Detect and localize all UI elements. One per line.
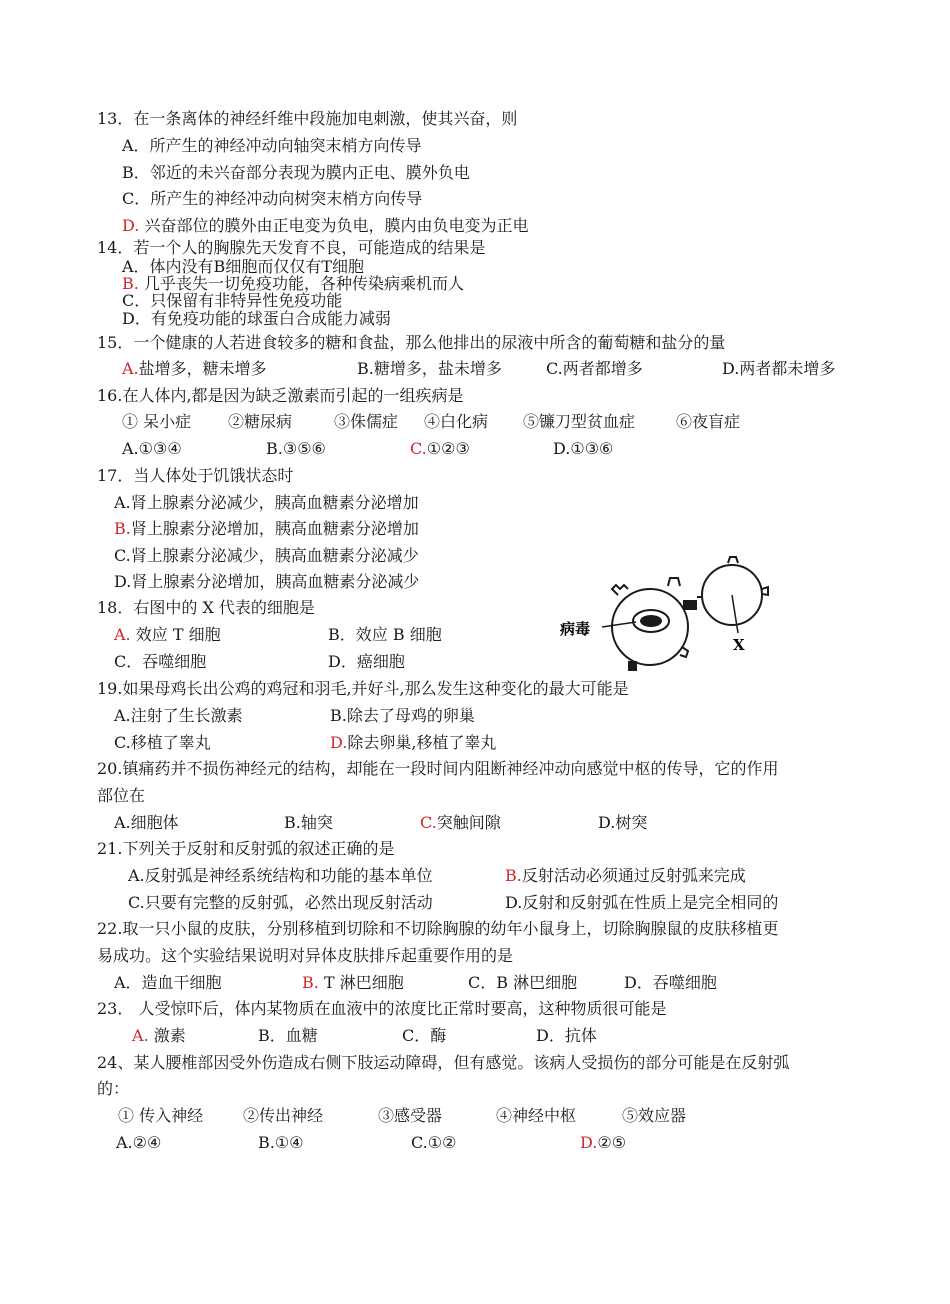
answer-letter: B. (122, 274, 139, 293)
option-text: 盐增多，糖未增多 (138, 359, 267, 378)
q13-option-a: A．所产生的神经冲动向轴突末梢方向传导 (122, 136, 422, 155)
q19-option-a: A.注射了生长激素 (114, 706, 243, 725)
q13-option-b: B．邻近的未兴奋部分表现为膜内正电、膜外负电 (122, 163, 470, 182)
q23-option-d: D．抗体 (536, 1026, 597, 1045)
q24-item-5: ⑤效应器 (622, 1106, 687, 1125)
q20-option-c (420, 813, 501, 833)
q23-stem: 23． 人受惊吓后，体内某物质在血液中的浓度比正常时要高，这种物质很可能是 (97, 999, 667, 1018)
option-text: 除去卵巢,移植了睾丸 (347, 733, 497, 752)
q16-option-c (410, 439, 470, 459)
q15-option-a (122, 359, 267, 379)
q13-option-c: C．所产生的神经冲动向树突末梢方向传导 (122, 189, 423, 208)
q17-option-c: C.肾上腺素分泌减少，胰高血糖素分泌减少 (114, 546, 419, 565)
q21-stem: 21.下列关于反射和反射弧的叙述正确的是 (97, 839, 395, 858)
answer-letter: D. (122, 216, 140, 235)
q18-option-c: C．吞噬细胞 (114, 652, 207, 671)
q14-stem: 14．若一个人的胸腺先天发育不良，可能造成的结果是 (97, 238, 486, 257)
q16-item-5: ⑤镰刀型贫血症 (523, 412, 636, 431)
answer-letter: A. (132, 1026, 149, 1045)
q23-option-a (132, 1026, 186, 1046)
q22-option-c: C．B 淋巴细胞 (468, 973, 578, 992)
q22-option-d: D．吞噬细胞 (624, 973, 717, 992)
q15-option-b: B.糖增多，盐未增多 (357, 359, 502, 378)
q24-item-1: ① 传入神经 (118, 1106, 204, 1125)
q18-stem: 18．右图中的 X 代表的细胞是 (97, 598, 315, 617)
answer-letter: A. (114, 625, 131, 644)
q17-option-d: D.肾上腺素分泌增加，胰高血糖素分泌减少 (114, 572, 420, 591)
q17-option-a: A.肾上腺素分泌减少，胰高血糖素分泌增加 (114, 493, 419, 512)
q16-item-2: ②糖尿病 (228, 412, 293, 431)
option-text: 激素 (153, 1026, 186, 1045)
q23-option-b: B．血糖 (258, 1026, 318, 1045)
q22-stem-line1: 22.取一只小鼠的皮肤，分别移植到切除和不切除胸腺的幼年小鼠身上，切除胸腺鼠的皮肤移植更 (97, 919, 779, 938)
q24-item-2: ②传出神经 (243, 1106, 324, 1125)
q19-option-b: B.除去了母鸡的卵巢 (330, 706, 475, 725)
q16-item-1: ① 呆小症 (122, 412, 192, 431)
q14-option-a: A．体内没有B细胞而仅仅有T细胞 (122, 257, 364, 276)
q24-option-a: A.②④ (116, 1133, 162, 1152)
q15-option-c: C.两者都增多 (546, 359, 643, 378)
option-text: T 淋巴细胞 (323, 973, 404, 992)
q21-option-c: C.只要有完整的反射弧，必然出现反射活动 (128, 893, 433, 912)
q13-option-d (122, 216, 528, 236)
virus-label: 病毒 (560, 620, 591, 638)
q20-option-a: A.细胞体 (114, 813, 179, 832)
q20-option-d: D.树突 (598, 813, 648, 832)
q16-item-6: ⑥夜盲症 (676, 412, 741, 431)
q13-stem: 13．在一条离体的神经纤维中段施加电刺激，使其兴奋，则 (97, 109, 518, 128)
q24-item-4: ④神经中枢 (496, 1106, 577, 1125)
answer-letter: B. (114, 519, 131, 538)
q24-option-d (580, 1133, 626, 1153)
q24-option-c: C.①② (411, 1133, 457, 1152)
q16-item-4: ④白化病 (424, 412, 489, 431)
q18-option-b: B．效应 B 细胞 (328, 625, 442, 644)
option-text: 反射活动必须通过反射弧来完成 (521, 866, 746, 885)
immune-cell-diagram (550, 555, 780, 675)
q14-option-c: C．只保留有非特异性免疫功能 (122, 291, 343, 310)
answer-letter: B. (505, 866, 522, 885)
answer-letter: C. (410, 439, 427, 458)
q21-option-b (505, 866, 746, 886)
q22-stem-line2: 易成功。这个实验结果说明对异体皮肤排斥起重要作用的是 (97, 946, 514, 965)
q19-stem: 19.如果母鸡长出公鸡的鸡冠和羽毛,并好斗,那么发生这种变化的最大可能是 (97, 679, 629, 698)
q17-stem: 17．当人体处于饥饿状态时 (97, 466, 294, 485)
answer-letter: D. (330, 733, 348, 752)
q24-stem-line1: 24、某人腰椎部因受外伤造成右侧下肢运动障碍，但有感觉。该病人受损伤的部分可能是在反射弧 (97, 1053, 790, 1072)
q16-option-a: A.①③④ (122, 439, 182, 458)
q20-stem-line2: 部位在 (97, 786, 146, 805)
answer-letter: A. (122, 359, 139, 378)
option-text: ②⑤ (597, 1133, 627, 1152)
option-text: ①②③ (426, 439, 470, 458)
answer-letter: D. (580, 1133, 598, 1152)
option-text: 肾上腺素分泌增加，胰高血糖素分泌增加 (130, 519, 419, 538)
option-text: 突触间隙 (436, 813, 501, 832)
q22-option-a: A．造血干细胞 (114, 973, 222, 992)
q19-option-c: C.移植了睾丸 (114, 733, 211, 752)
answer-letter: B. (302, 973, 319, 992)
q15-stem: 15．一个健康的人若进食较多的糖和食盐，那么他排出的尿液中所含的葡萄糖和盐分的量 (97, 333, 726, 352)
q23-option-c: C．酶 (402, 1026, 447, 1045)
q14-option-b (122, 275, 464, 292)
q20-option-b: B.轴突 (284, 813, 333, 832)
q24-stem-line2: 的： (97, 1079, 130, 1098)
q22-option-b (302, 973, 404, 993)
q15-option-d: D.两者都未增多 (722, 359, 836, 378)
q16-item-3: ③侏儒症 (334, 412, 399, 431)
q17-option-b (114, 519, 419, 539)
target-cell (612, 578, 697, 671)
x-label: X (733, 636, 745, 654)
option-text: 兴奋部位的膜外由正电变为负电，膜内由负电变为正电 (144, 216, 529, 235)
q16-option-b: B.③⑤⑥ (266, 439, 326, 458)
q24-option-b: B.①④ (258, 1133, 304, 1152)
q20-stem-line1: 20.镇痛药并不损伤神经元的结构，却能在一段时间内阻断神经冲动向感觉中枢的传导，它的作用 (97, 759, 779, 778)
cell-x (697, 557, 768, 633)
answer-letter: C. (420, 813, 437, 832)
q16-option-d: D.①③⑥ (553, 439, 614, 458)
q21-option-d: D.反射和反射弧在性质上是完全相同的 (505, 893, 779, 912)
q21-option-a: A.反射弧是神经系统结构和功能的基本单位 (128, 866, 433, 885)
q16-stem: 16.在人体内,都是因为缺乏激素而引起的一组疾病是 (97, 386, 464, 405)
q18-option-a (114, 625, 221, 645)
option-text: 效应 T 细胞 (135, 625, 221, 644)
option-text: 几乎丧失一切免疫功能，各种传染病乘机而人 (143, 274, 464, 293)
q24-item-3: ③感受器 (378, 1106, 443, 1125)
q14-option-d: D．有免疫功能的球蛋白合成能力减弱 (122, 309, 391, 328)
q18-option-d: D．癌细胞 (328, 652, 405, 671)
q19-option-d (330, 733, 496, 753)
